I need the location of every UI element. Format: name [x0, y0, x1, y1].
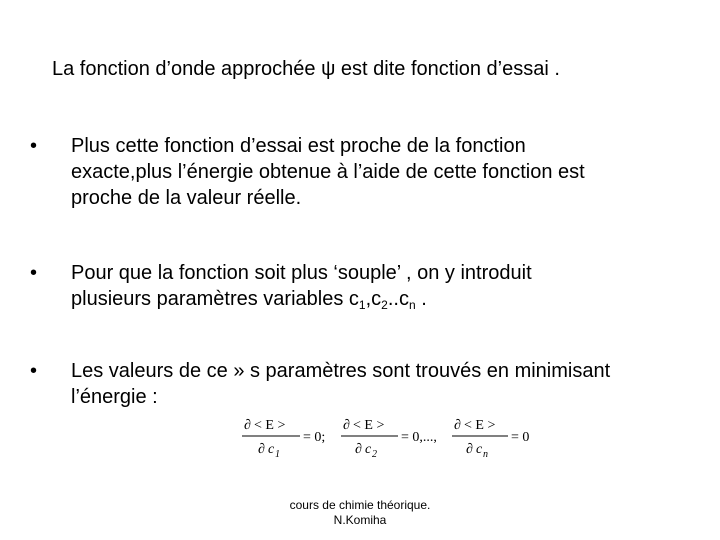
formula-term-2	[341, 418, 437, 460]
denominator-subscript: 1	[275, 449, 280, 460]
partial-symbol: ∂	[454, 418, 461, 433]
partial-symbol: ∂	[466, 442, 473, 457]
bullet-2-line-1: Pour que la fonction soit plus ‘souple’ , on y introduit	[71, 262, 532, 284]
denominator-variable: c	[476, 442, 483, 457]
denominator-variable: c	[268, 442, 275, 457]
bullet-2-line-2-prefix: plusieurs paramètres variables c	[71, 288, 359, 310]
subscript-1: 1	[358, 298, 366, 312]
partial-symbol: ∂	[244, 418, 251, 433]
separator-1: ,c	[365, 288, 382, 310]
partial-symbol: ∂	[258, 442, 265, 457]
subscript-n: n	[408, 298, 416, 312]
subscript-2: 2	[381, 298, 388, 312]
bullet-icon: •	[30, 262, 38, 284]
bullet-1-line-1: Plus cette fonction d’essai est proche de la fonction	[71, 135, 526, 157]
bullet-1-line-3: proche de la valeur réelle.	[71, 187, 302, 209]
footer-author: N.Komiha	[333, 513, 387, 527]
minimization-formula	[240, 414, 540, 464]
energy-expectation: < E >	[254, 418, 286, 433]
bullet-text-3	[71, 358, 610, 410]
bullet-text-1	[71, 133, 585, 211]
denominator-subscript: 2	[372, 449, 377, 460]
bullet-2-line-2-suffix: .	[415, 288, 427, 310]
denominator-variable: c	[365, 442, 372, 457]
formula-term-3	[452, 418, 529, 460]
bullet-icon: •	[30, 135, 38, 157]
energy-expectation: < E >	[464, 418, 496, 433]
bullet-3-line-2: l’énergie :	[71, 386, 158, 408]
separator-2: ..c	[387, 288, 409, 310]
partial-symbol: ∂	[343, 418, 350, 433]
bullet-2-line-2	[71, 286, 532, 312]
footer-course: cours de chimie théorique.	[289, 498, 431, 512]
formula-term-1	[242, 418, 325, 460]
bullet-icon: •	[30, 360, 38, 382]
bullet-3-line-1: Les valeurs de ce » s paramètres sont trouvés en minimisant	[71, 360, 611, 382]
slide-footer	[262, 498, 458, 528]
equals-zero: = 0;	[303, 430, 326, 445]
energy-expectation: < E >	[353, 418, 385, 433]
equals-zero: = 0	[511, 430, 530, 445]
slide-title: La fonction d’onde approchée ψ est dite fonction d’essai .	[52, 58, 560, 80]
bullet-text-2	[71, 260, 532, 312]
equals-zero: = 0,...,	[401, 430, 437, 445]
denominator-subscript: n	[483, 449, 488, 460]
partial-symbol: ∂	[355, 442, 362, 457]
bullet-1-line-2: exacte,plus l’énergie obtenue à l’aide de cette fonction est	[71, 161, 585, 183]
